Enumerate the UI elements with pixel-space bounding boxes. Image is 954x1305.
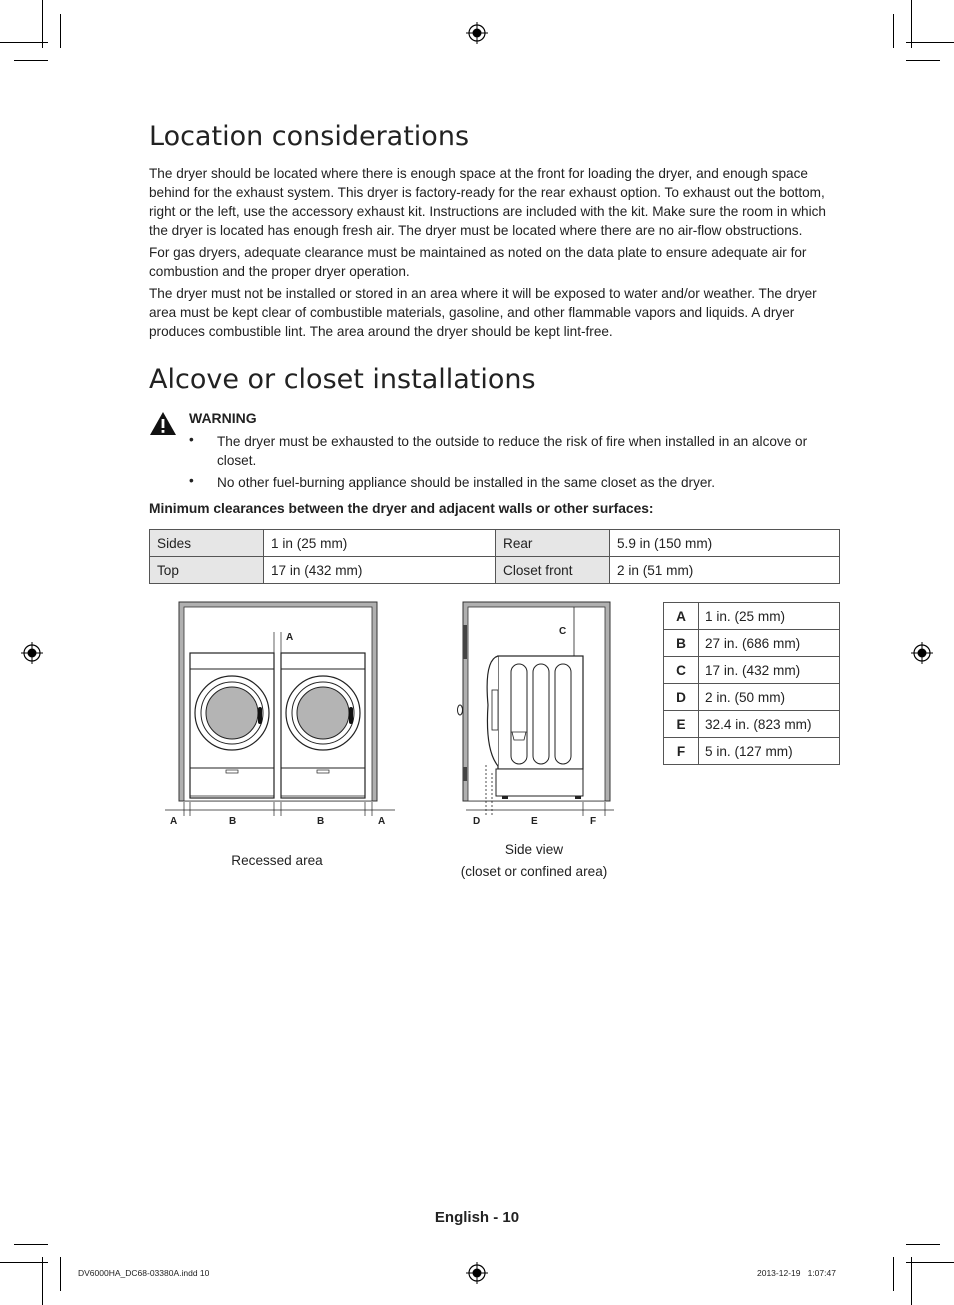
dimension-label: F: [590, 816, 597, 827]
table-cell: 5.9 in (150 mm): [610, 530, 840, 557]
table-cell: 1 in (25 mm): [264, 530, 496, 557]
recessed-area-diagram: [165, 600, 395, 830]
side-view-diagram: [452, 600, 622, 830]
dryer-front-left: [190, 653, 274, 798]
dimension-value: 17 in. (432 mm): [699, 657, 840, 684]
paragraph: The dryer must not be installed or stored in an area where it will be exposed to water and/or weather. The dryer area must be kept clear of combustible materials, gasoline, and other flammable vapors and liquids. A dryer produces combustible lint. The area around the dryer should be kept lint-free.: [149, 286, 817, 339]
crop-mark: [60, 14, 61, 48]
crop-mark: [0, 1262, 48, 1263]
dimension-key: E: [664, 711, 699, 738]
crop-mark: [906, 42, 954, 43]
dimension-key: C: [664, 657, 699, 684]
file-slug: DV6000HA_DC68-03380A.indd 10: [78, 1268, 210, 1278]
dimension-label: D: [473, 816, 481, 827]
side-view-caption: [434, 839, 634, 883]
section-title-alcove: Alcove or closet installations: [149, 364, 536, 395]
dryer-front-right: [281, 653, 365, 798]
dimension-key: A: [664, 603, 699, 630]
dimension-key: D: [664, 684, 699, 711]
table-cell: Rear: [496, 530, 610, 557]
dimension-label: A: [286, 632, 294, 643]
paragraph: For gas dryers, adequate clearance must be maintained as noted on the data plate to ensure adequate air for combustion and the proper dryer operation.: [149, 245, 807, 279]
dimension-label: B: [229, 816, 237, 827]
dimension-key: F: [664, 738, 699, 765]
table-cell: Closet front: [496, 557, 610, 584]
crop-mark: [0, 42, 48, 43]
crop-mark: [906, 60, 940, 61]
table-cell: 2 in (51 mm): [610, 557, 840, 584]
crop-mark: [60, 1257, 61, 1291]
table-cell: 17 in (432 mm): [264, 557, 496, 584]
bullet-text: No other fuel-burning appliance should be installed in the same closet as the dryer.: [217, 475, 715, 490]
dimension-value: 1 in. (25 mm): [699, 603, 840, 630]
clearances-subheading: Minimum clearances between the dryer and adjacent walls or other surfaces:: [149, 501, 654, 516]
table-row: [150, 557, 840, 584]
dimension-label: B: [317, 816, 325, 827]
warning-triangle-icon: [149, 411, 177, 436]
dimension-label: A: [378, 816, 386, 827]
table-row: [664, 657, 840, 684]
dimension-label: A: [170, 816, 178, 827]
crop-mark: [906, 1262, 954, 1263]
dimension-value: 5 in. (127 mm): [699, 738, 840, 765]
crop-mark: [911, 0, 912, 48]
clearances-table: [149, 529, 840, 584]
dryer-side-view: [487, 656, 583, 799]
crop-mark: [893, 1257, 894, 1291]
table-row: [664, 711, 840, 738]
crop-mark: [42, 1257, 43, 1305]
table-row: [664, 630, 840, 657]
bullet-mark: •: [189, 473, 194, 488]
dimension-label: C: [559, 626, 567, 637]
dimension-key: B: [664, 630, 699, 657]
crop-mark: [893, 14, 894, 48]
crop-mark: [42, 0, 43, 48]
warning-title: WARNING: [189, 410, 257, 426]
paragraph: The dryer should be located where there is enough space at the front for loading the dryer, and enough space behind for the exhaust system. This dryer is factory-ready for the rear exhaust option. To exhaust out the bottom, right or the left, use the accessory exhaust kit. Instructions are included with the kit. Make sure the room in which the dryer is located has enough fresh air. The dryer must be located where there are no air-flow obstructions.: [149, 166, 826, 238]
registration-mark-icon: [466, 22, 488, 44]
dimension-value: 32.4 in. (823 mm): [699, 711, 840, 738]
crop-mark: [911, 1257, 912, 1305]
table-row: [664, 738, 840, 765]
table-row: [150, 530, 840, 557]
dimension-label: E: [531, 816, 538, 827]
table-cell: Sides: [150, 530, 264, 557]
crop-mark: [906, 1244, 940, 1245]
crop-mark: [14, 1244, 48, 1245]
bullet-text: The dryer must be exhausted to the outside to reduce the risk of fire when installed in an alcove or closet.: [217, 434, 808, 468]
table-row: [664, 603, 840, 630]
registration-mark-icon: [466, 1262, 488, 1284]
bullet-mark: •: [189, 432, 194, 447]
side-view-caption-line2: (closet or confined area): [460, 864, 608, 879]
registration-mark-icon: [911, 642, 933, 664]
page-number: English - 10: [434, 1209, 520, 1226]
registration-mark-icon: [21, 642, 43, 664]
crop-mark: [14, 60, 48, 61]
recessed-area-caption: Recessed area: [231, 853, 323, 868]
side-view-caption-line1: Side view: [504, 842, 564, 857]
dimension-value: 27 in. (686 mm): [699, 630, 840, 657]
table-row: [664, 684, 840, 711]
dimension-value: 2 in. (50 mm): [699, 684, 840, 711]
table-cell: Top: [150, 557, 264, 584]
date-slug: 2013-12-19 1:07:47: [757, 1268, 836, 1278]
section-title-location: Location considerations: [149, 121, 470, 152]
dimensions-table: [663, 602, 840, 765]
